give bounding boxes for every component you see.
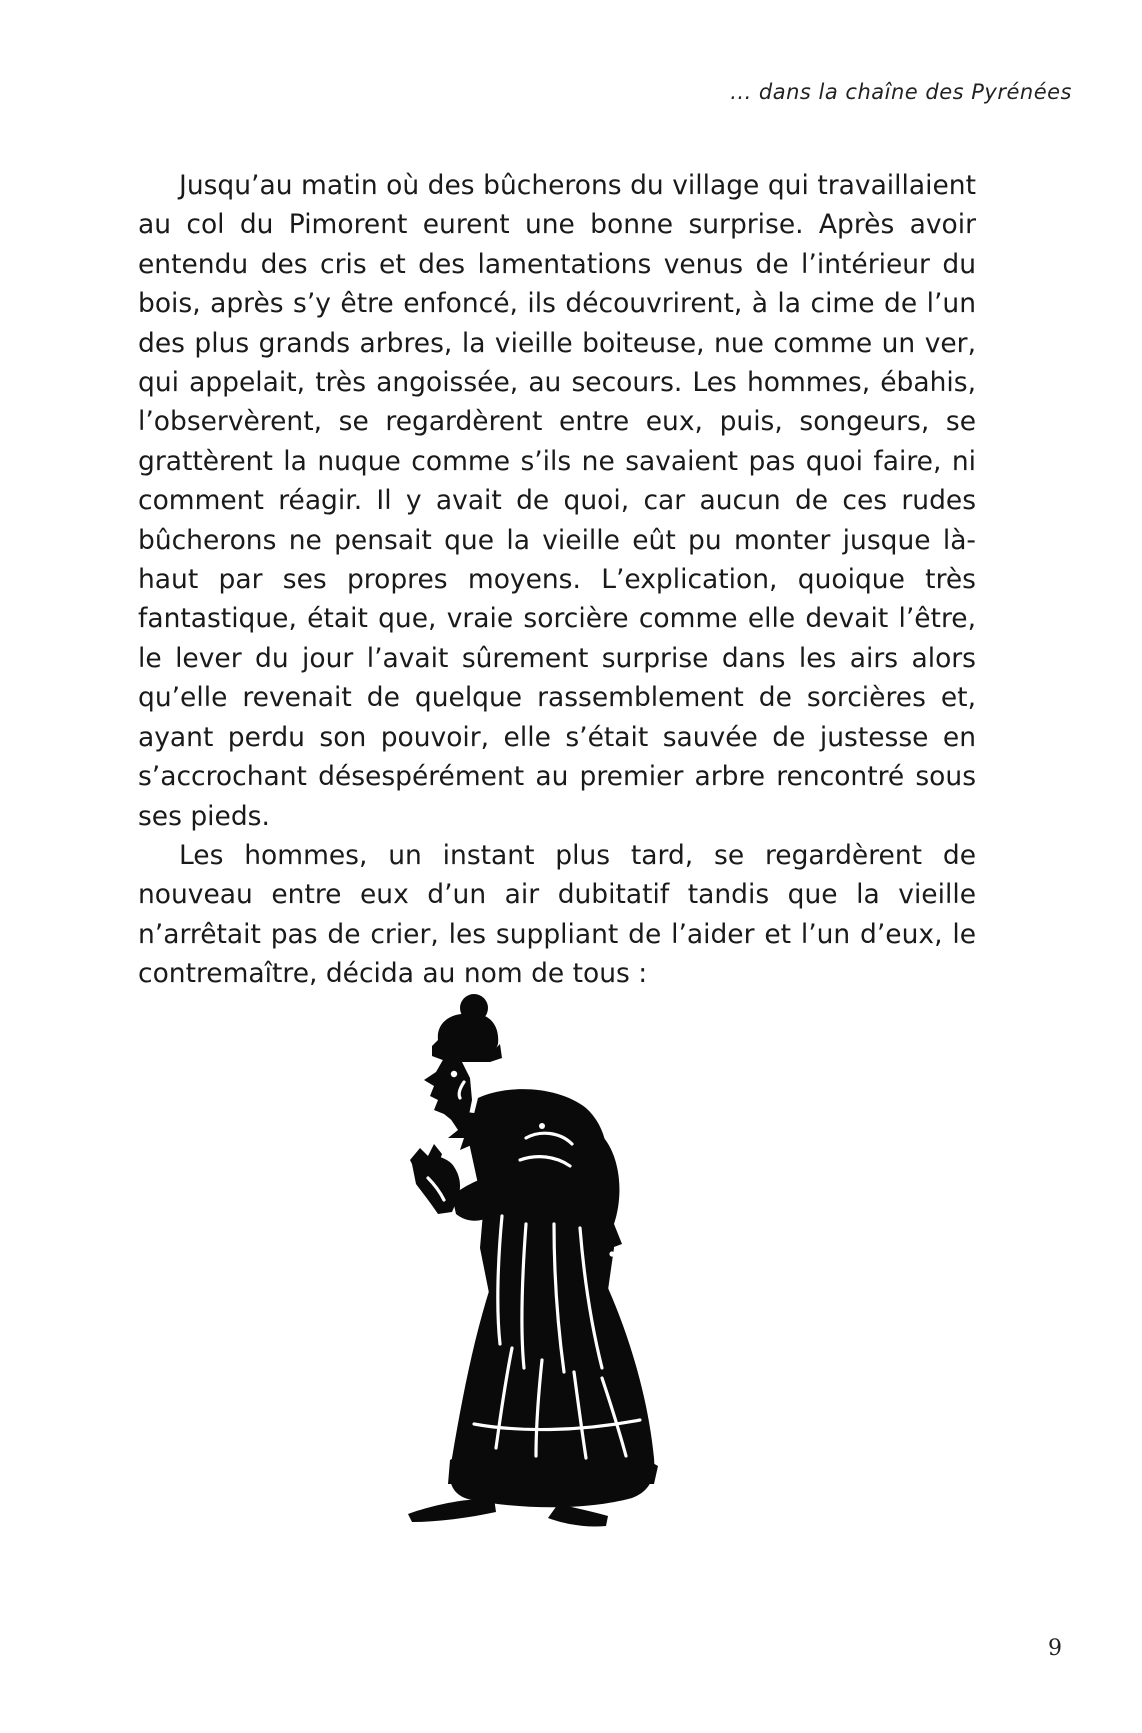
running-header: ... dans la chaîne des Pyrénées (730, 80, 1072, 104)
paragraph: Jusqu’au matin où des bûcherons du village qui travaillaient au col du Pimorent eurent une bonne surprise. Après avoir entendu des cris et des lamentations venus de l’intérieur du bois, après s’y être enfoncé, ils découvrirent, à la cime de l’un des plus grands arbres, la vieille boiteuse, nue comme un ver, qui appelait, très angoissée, au secours. Les hommes, ébahis, l’observèrent, se regardèrent entre eux, puis, songeurs, se grattèrent la nuque comme s’ils ne savaient pas quoi faire, ni comment réagir. Il y avait de quoi, car aucun de ces rudes bûcherons ne pensait que la vieille eût pu monter jusque là-haut par ses propres moyens. L’explication, quoique très fantastique, était que, vraie sorcière comme elle devait l’être, le lever du jour l’avait sûrement surprise dans les airs alors qu’elle revenait de quelque rassemblement de sorcières et, ayant perdu son pouvoir, elle s’était sauvée de justesse en s’accrochant désespérément au premier arbre rencontré sous ses pieds. (138, 170, 976, 832)
body-text (138, 166, 976, 994)
paragraph: Les hommes, un instant plus tard, se regardèrent de nouveau entre eux d’un air dubitatif tandis que la vieille n’arrêtait pas de crier, les suppliant de l’aider et l’un d’eux, le contremaître, décida au nom de tous : (138, 839, 976, 990)
page-number: 9 (1048, 1636, 1062, 1661)
old-woman-silhouette-icon (408, 988, 724, 1540)
